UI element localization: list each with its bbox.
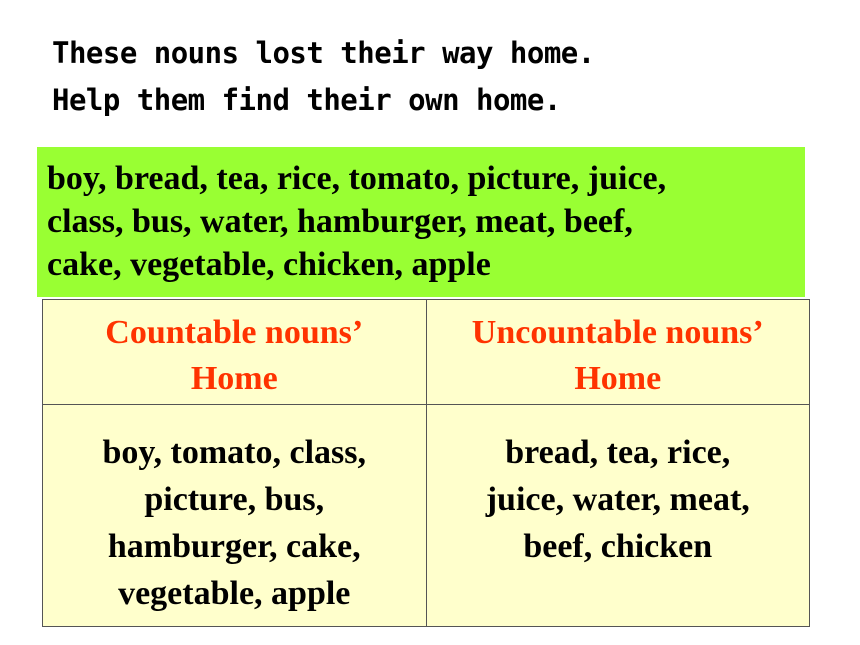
uncountable-nouns-cell	[426, 405, 810, 627]
uncountable-header-line-1: Uncountable nouns’	[471, 314, 764, 351]
word-bank-line-3: cake, vegetable, chicken, apple	[47, 246, 491, 283]
instruction-line-1: These nouns lost their way home.	[52, 36, 595, 70]
countable-nouns-cell	[43, 405, 427, 627]
noun-homes-table	[42, 299, 810, 627]
instruction-text	[52, 30, 595, 124]
word-bank-line-1: boy, bread, tea, rice, tomato, picture, juice,	[47, 160, 667, 197]
table-row	[43, 405, 810, 627]
instruction-line-2: Help them find their own home.	[52, 83, 561, 117]
countable-header-line-2: Home	[190, 360, 278, 397]
countable-line-2: picture, bus,	[144, 481, 325, 518]
table-header-row	[43, 300, 810, 405]
countable-line-1: boy, tomato, class,	[102, 434, 366, 471]
uncountable-line-1: bread, tea, rice,	[505, 434, 731, 471]
uncountable-line-3: beef, chicken	[523, 528, 713, 565]
countable-line-4: vegetable, apple	[118, 575, 351, 612]
uncountable-header-line-2: Home	[574, 360, 662, 397]
countable-line-3: hamburger, cake,	[107, 528, 361, 565]
uncountable-line-2: juice, water, meat,	[485, 481, 750, 518]
uncountable-header	[426, 300, 810, 405]
countable-header	[43, 300, 427, 405]
word-bank-line-2: class, bus, water, hamburger, meat, beef,	[47, 203, 633, 240]
countable-header-line-1: Countable nouns’	[105, 314, 364, 351]
noun-word-bank	[37, 147, 805, 297]
